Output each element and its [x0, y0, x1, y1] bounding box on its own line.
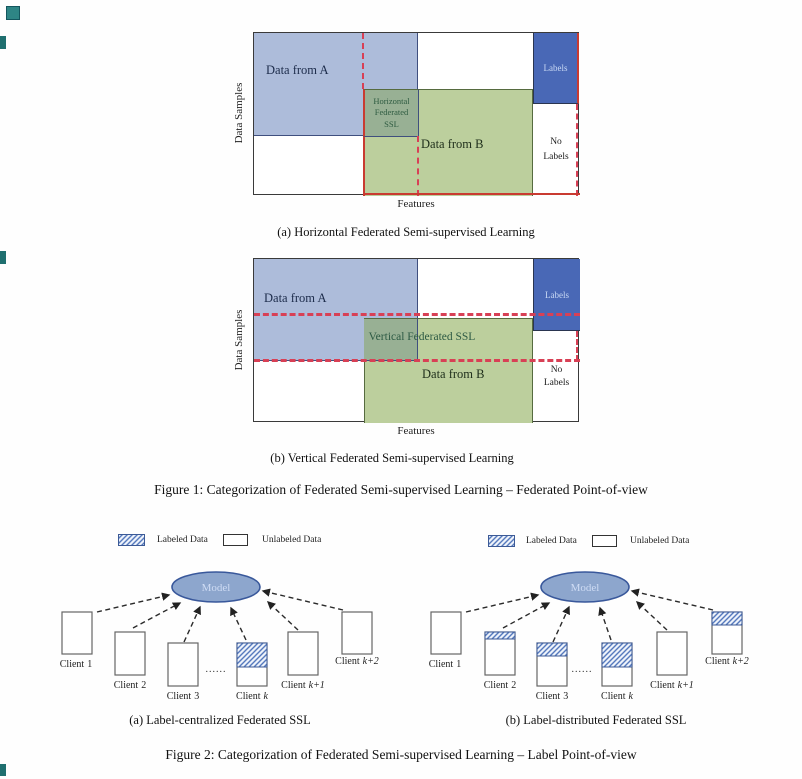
red-dashed-boundary	[254, 313, 580, 316]
model-label: Model	[201, 582, 231, 594]
client-label-suffix: 3	[194, 691, 200, 702]
client2-label	[114, 680, 146, 691]
arrow-clientk-to-model	[600, 608, 611, 640]
subfigure-caption-b1: (b) Vertical Federated Semi-supervised Learning	[270, 451, 514, 465]
arrow-client2-to-model	[133, 603, 180, 628]
scan-artifact-left-tick	[0, 251, 6, 264]
client-label-prefix: Client	[535, 691, 561, 702]
clientk-label	[601, 691, 633, 702]
x-axis-label: Features	[397, 425, 435, 437]
arrow-client2-to-model	[503, 603, 549, 628]
no-labels-line-1: No	[550, 137, 562, 148]
y-axis-label: Data Samples	[233, 82, 245, 144]
arrow-clientk-to-model	[231, 608, 246, 640]
no-labels-line-2: Labels	[543, 152, 569, 162]
ellipsis-dots: ......	[571, 664, 593, 675]
labels-region	[533, 33, 579, 104]
red-dashed-boundary	[576, 331, 578, 361]
unlabeled-data-swatch	[592, 535, 617, 547]
clientk-label	[236, 691, 268, 702]
scan-artifact-corner	[6, 6, 20, 20]
client-label-suffix: 1	[87, 659, 93, 670]
client-label-prefix: Client	[650, 680, 675, 691]
client1-label	[60, 659, 92, 670]
no-labels-region	[533, 361, 580, 393]
client-label-prefix: Client	[483, 680, 509, 691]
client2-box	[115, 632, 145, 675]
client-label-suffix: 2	[141, 680, 147, 691]
arrow-client1-to-model	[466, 595, 538, 612]
red-dashed-boundary	[576, 104, 578, 196]
model-label: Model	[570, 582, 600, 594]
client-label-suffix: k+1	[308, 680, 325, 691]
client1-label	[429, 659, 461, 670]
arrow-client3-to-model	[184, 607, 200, 642]
clientk-labeled-portion	[602, 643, 632, 667]
client3-label	[536, 691, 568, 702]
client-label-suffix: k+2	[362, 656, 379, 667]
arrow-clientk1-to-model	[637, 602, 667, 630]
overlap-line-1: Horizontal	[373, 96, 410, 107]
client-label-prefix: Client	[166, 691, 192, 702]
clientk-labeled-portion	[237, 643, 267, 667]
client-label-prefix: Client	[113, 680, 139, 691]
labeled-data-swatch	[118, 534, 145, 546]
legend-labeled-text: Labeled Data	[157, 535, 208, 545]
client-label-suffix: 1	[456, 659, 462, 670]
label-distributed-diagram	[410, 566, 762, 716]
clientk2-box	[342, 612, 372, 654]
vertical-fssl-diagram	[253, 258, 579, 422]
red-solid-boundary	[363, 193, 580, 195]
labeled-data-swatch	[488, 535, 515, 547]
clientk1-label	[281, 680, 325, 691]
figure-2-caption: Figure 2: Categorization of Federated Semi-supervised Learning – Label Point-of-view	[165, 747, 637, 762]
subfigure-caption-b2: (b) Label-distributed Federated SSL	[505, 713, 687, 727]
data-from-a-label: Data from A	[266, 63, 329, 77]
legend-unlabeled-text: Unlabeled Data	[262, 535, 322, 545]
client1-box	[62, 612, 92, 654]
red-dashed-boundary	[254, 359, 580, 362]
client-label-prefix: Client	[601, 691, 626, 702]
client-label-suffix: k	[628, 691, 633, 702]
labels-text: Labels	[545, 289, 569, 300]
arrow-clientk2-to-model	[632, 591, 713, 610]
no-labels-line-1: No	[550, 365, 563, 376]
overlap-line-3: SSL	[384, 118, 399, 129]
clientk1-label	[650, 680, 694, 691]
client2-label	[484, 680, 516, 691]
client-label-prefix: Client	[335, 656, 360, 667]
label-centralized-diagram	[40, 566, 392, 716]
legend-labeled-text: Labeled Data	[526, 536, 577, 546]
client-label-prefix: Client	[59, 659, 85, 670]
client3-label	[167, 691, 199, 702]
client-label-suffix: k+2	[732, 656, 749, 667]
labels-text: Labels	[543, 63, 568, 73]
scan-artifact-left-tick	[0, 764, 6, 776]
clientk1-box	[288, 632, 318, 675]
client3-box	[168, 643, 198, 686]
client1-box	[431, 612, 461, 654]
client3-labeled-portion	[537, 643, 567, 656]
clientk1-box	[657, 632, 687, 675]
red-dashed-boundary	[362, 33, 364, 89]
client-label-prefix: Client	[236, 691, 261, 702]
client-label-suffix: k+1	[677, 680, 694, 691]
figure-1-caption: Figure 1: Categorization of Federated Semi-supervised Learning – Federated Point-of-view	[154, 482, 648, 497]
red-dashed-boundary	[417, 136, 419, 196]
y-axis-label: Data Samples	[233, 309, 245, 371]
subfigure-caption-a1: (a) Horizontal Federated Semi-supervised Learning	[277, 225, 535, 239]
arrow-client3-to-model	[553, 607, 569, 642]
client-label-suffix: 2	[511, 680, 517, 691]
client-label-prefix: Client	[281, 680, 306, 691]
horizontal-federated-ssl-region	[363, 89, 419, 137]
unlabeled-data-swatch	[223, 534, 248, 546]
client-label-prefix: Client	[705, 656, 730, 667]
overlap-label	[365, 90, 418, 136]
client-label-prefix: Client	[428, 659, 454, 670]
no-labels-line-2: Labels	[543, 378, 570, 388]
arrow-client1-to-model	[97, 595, 169, 612]
labels-region	[533, 259, 580, 331]
subfigure-caption-a2: (a) Label-centralized Federated SSL	[129, 713, 311, 727]
client-label-suffix: 3	[563, 691, 569, 702]
ellipsis-dots: ......	[205, 664, 227, 675]
overlap-line-2: Federated	[374, 107, 409, 118]
vertical-federated-ssl-label: Vertical Federated SSL	[368, 331, 476, 343]
horizontal-fssl-diagram	[253, 32, 579, 195]
scan-artifact-left-tick	[0, 36, 6, 49]
client-label-suffix: k	[263, 691, 268, 702]
legend-unlabeled-text: Unlabeled Data	[630, 536, 690, 546]
data-from-a-label: Data from A	[264, 291, 327, 305]
clientk2-label	[705, 656, 749, 667]
data-from-b-label: Data from B	[422, 367, 485, 381]
clientk2-labeled-portion	[712, 612, 742, 625]
arrow-clientk1-to-model	[268, 602, 298, 630]
data-from-b-label: Data from B	[421, 137, 484, 151]
clientk2-label	[335, 656, 379, 667]
x-axis-label: Features	[397, 198, 435, 210]
arrow-clientk2-to-model	[263, 591, 343, 610]
client2-labeled-portion	[485, 632, 515, 639]
no-labels-region	[533, 104, 579, 196]
